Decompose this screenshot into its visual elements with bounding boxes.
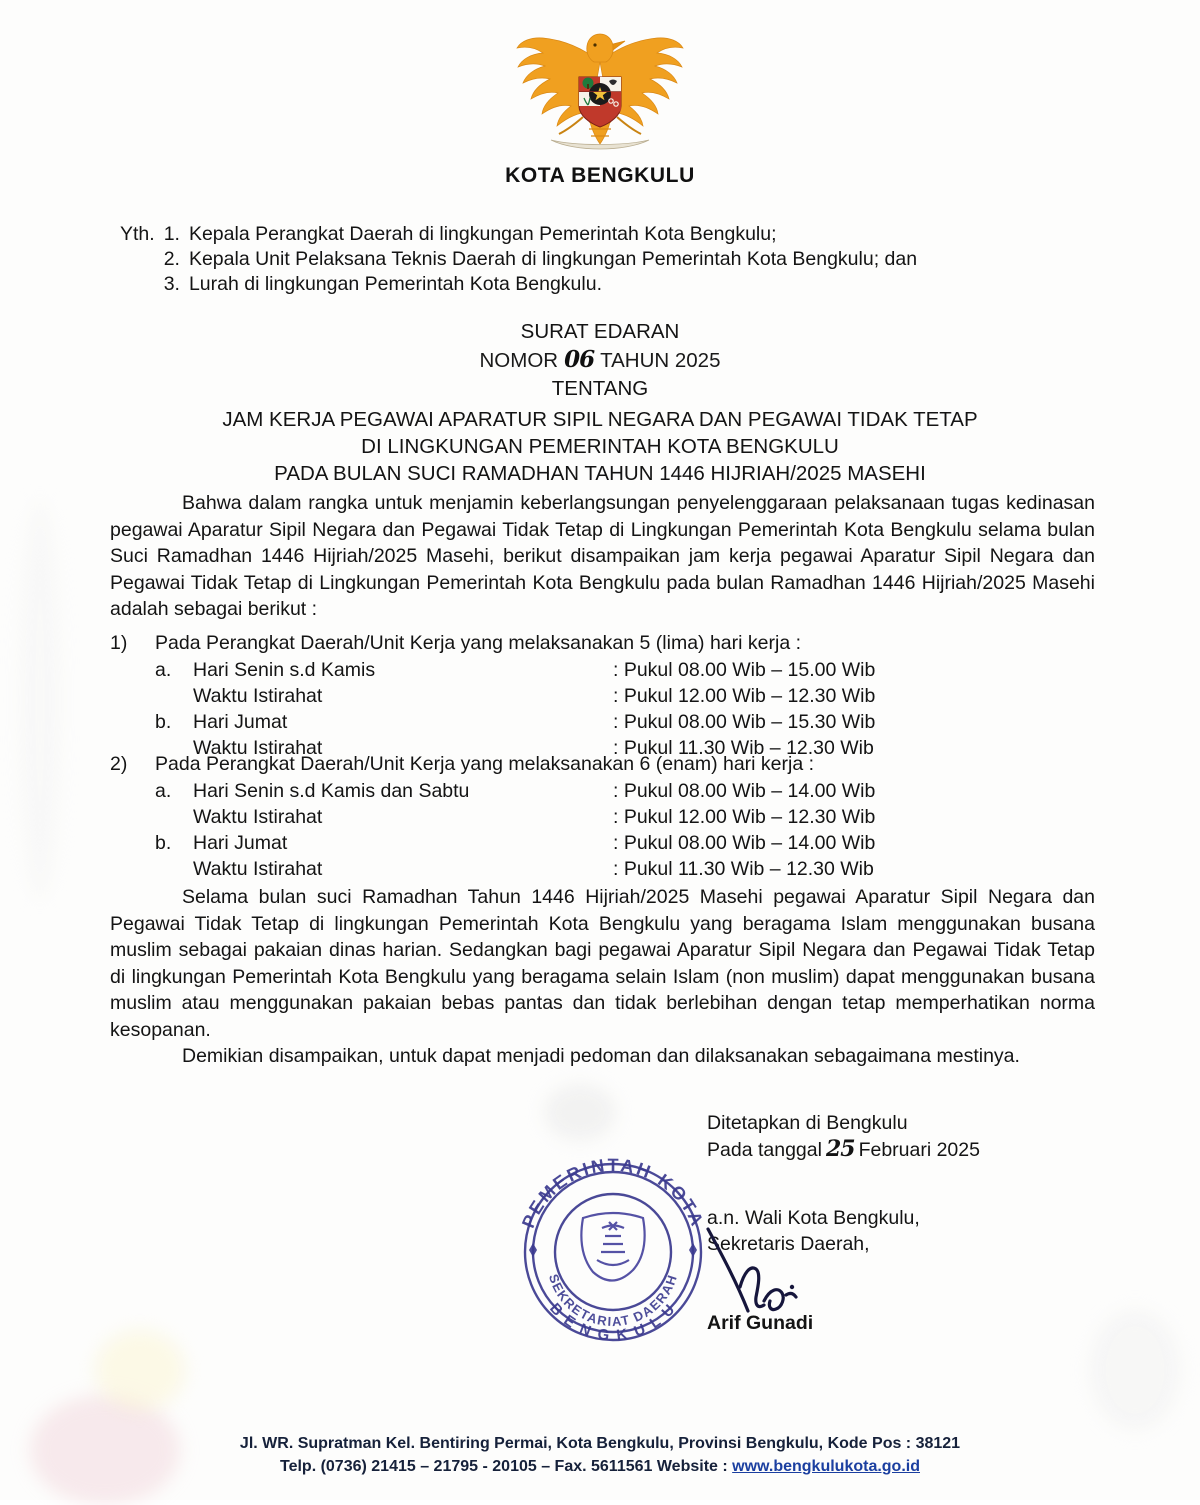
svg-text:PEMERINTAH KOTA: PEMERINTAH KOTA	[517, 1154, 709, 1231]
schedule-row	[110, 804, 875, 830]
schedule-row	[110, 830, 875, 856]
nomor-value-handwritten: 06	[564, 346, 595, 373]
schedule-marker: 2)	[110, 753, 128, 775]
addressee-spacer	[120, 272, 164, 297]
row-spacer	[110, 856, 155, 882]
row-time: : Pukul 11.30 Wib – 12.30 Wib	[613, 858, 874, 880]
row-label: Hari Senin s.d Kamis	[193, 659, 376, 681]
schedule-table	[110, 657, 875, 761]
addressee-number: 3.	[163, 273, 180, 295]
row-spacer	[110, 804, 155, 830]
schedule-block-2	[110, 751, 875, 882]
scan-artifact	[20, 500, 60, 900]
svg-text:B E N G K U L U: B E N G K U L U	[546, 1299, 680, 1345]
date-month-year: Februari 2025	[858, 1139, 980, 1161]
row-spacer	[110, 709, 155, 735]
tentang-label: TENTANG	[551, 377, 649, 400]
scan-artifact	[545, 1085, 615, 1140]
footer-contact-text: Telp. (0736) 21415 – 21795 - 20105 – Fax. 5611561 Website :	[279, 1458, 733, 1475]
scan-artifact	[1090, 1310, 1180, 1430]
document-number-line	[0, 346, 1200, 375]
svg-text:SEKRETARIAT DAERAH: SEKRETARIAT DAERAH	[545, 1272, 681, 1330]
garuda-pancasila-emblem	[505, 22, 695, 162]
schedule-heading-text: Pada Perangkat Daerah/Unit Kerja yang melaksanakan 6 (enam) hari kerja :	[155, 753, 815, 775]
addressee-row	[120, 247, 917, 272]
row-time: : Pukul 11.30 Wib – 12.30 Wib	[613, 737, 874, 759]
schedule-row	[110, 778, 875, 804]
signature-role: Sekretaris Daerah,	[707, 1233, 870, 1255]
footer-contact	[0, 1455, 1200, 1478]
row-letter	[155, 683, 193, 709]
schedule-table	[110, 778, 875, 882]
subject-line-1: JAM KERJA PEGAWAI APARATUR SIPIL NEGARA DAN PEGAWAI TIDAK TETAP	[222, 408, 978, 431]
addressee-text: Lurah di lingkungan Pemerintah Kota Bengkulu.	[188, 273, 602, 295]
row-spacer	[110, 830, 155, 856]
signature-on-behalf: a.n. Wali Kota Bengkulu,	[707, 1207, 920, 1229]
row-spacer	[110, 778, 155, 804]
row-label: Waktu Istirahat	[193, 806, 323, 828]
subject-line-2: DI LINGKUNGAN PEMERINTAH KOTA BENGKULU	[361, 435, 839, 458]
schedule-marker: 1)	[110, 632, 128, 654]
footer-address: Jl. WR. Supratman Kel. Bentiring Permai, Kota Bengkulu, Provinsi Bengkulu, Kode Pos : 38121	[239, 1435, 961, 1452]
date-value-handwritten: 25	[825, 1136, 855, 1162]
row-time: : Pukul 12.00 Wib – 12.30 Wib	[613, 806, 876, 828]
nomor-label: NOMOR	[479, 349, 559, 372]
scan-artifact	[95, 1330, 185, 1410]
row-letter: b.	[155, 711, 172, 733]
tahun-label: TAHUN 2025	[600, 349, 721, 372]
row-time: : Pukul 08.00 Wib – 15.30 Wib	[613, 711, 876, 733]
row-time: : Pukul 08.00 Wib – 14.00 Wib	[613, 780, 876, 802]
schedule-heading	[110, 751, 875, 777]
row-letter: a.	[155, 780, 172, 802]
addressee-row	[120, 272, 917, 297]
schedule-row	[110, 856, 875, 882]
dress-code-paragraph	[110, 884, 1095, 1043]
signature-date-line	[707, 1136, 980, 1163]
signature-place: Ditetapkan di Bengkulu	[707, 1112, 908, 1134]
addressee-text: Kepala Perangkat Daerah di lingkungan Pemerintah Kota Bengkulu;	[188, 223, 777, 245]
addressee-block	[120, 222, 917, 297]
schedule-heading-text: Pada Perangkat Daerah/Unit Kerja yang melaksanakan 5 (lima) hari kerja :	[155, 632, 801, 654]
addressee-text: Kepala Unit Pelaksana Teknis Daerah di lingkungan Pemerintah Kota Bengkulu; dan	[188, 248, 918, 270]
row-letter: a.	[155, 659, 172, 681]
row-spacer	[110, 683, 155, 709]
document-footer	[0, 1432, 1200, 1478]
intro-paragraph	[110, 490, 1095, 623]
signer-name: Arif Gunadi	[707, 1312, 814, 1334]
addressee-row	[120, 222, 917, 247]
addressee-prefix: Yth.	[120, 223, 155, 245]
schedule-row	[110, 683, 875, 709]
closing-paragraph	[110, 1043, 1095, 1070]
row-label: Waktu Istirahat	[193, 685, 323, 707]
row-time: : Pukul 08.00 Wib – 15.00 Wib	[613, 659, 876, 681]
title-block	[0, 318, 1200, 487]
subject-block	[0, 406, 1200, 487]
schedule-row	[110, 709, 875, 735]
intro-text: Bahwa dalam rangka untuk menjamin keberlangsungan penyelenggaraan pelaksanaan tugas kedinasan pegawai Aparatur Sipil Negara dan Pegawai Tidak Tetap di Lingkungan Pemerintah Kota Bengkulu selama bulan Suci Ramadhan 1446 Hijriah/2025 Masehi, berikut disampaikan jam kerja pegawai Aparatur Sipil Negara dan Pegawai Tidak Tetap di Lingkungan Pemerintah Kota Bengkulu pada bulan Ramadhan 1446 Hijriah/2025 Masehi adalah sebagai berikut :	[110, 492, 1095, 620]
schedule-block-1	[110, 630, 875, 761]
row-spacer	[110, 657, 155, 683]
document-header	[0, 22, 1200, 188]
row-letter	[155, 804, 193, 830]
addressee-spacer	[120, 247, 164, 272]
closing-text: Demikian disampaikan, untuk dapat menjadi pedoman dan dilaksanakan sebagaimana mestinya.	[182, 1045, 1020, 1067]
row-label: Waktu Istirahat	[193, 858, 323, 880]
row-label: Hari Jumat	[193, 832, 288, 854]
row-time: : Pukul 12.00 Wib – 12.30 Wib	[613, 685, 876, 707]
document-type: SURAT EDARAN	[520, 320, 680, 343]
row-letter	[155, 856, 193, 882]
schedule-heading	[110, 630, 875, 656]
website-link[interactable]: www.bengkulukota.go.id	[732, 1458, 920, 1475]
addressee-number: 1.	[163, 223, 180, 245]
date-label: Pada tanggal	[707, 1139, 822, 1161]
subject-line-3: PADA BULAN SUCI RAMADHAN TAHUN 1446 HIJRIAH/2025 MASEHI	[274, 462, 926, 485]
official-stamp	[505, 1152, 720, 1347]
row-label: Hari Senin s.d Kamis dan Sabtu	[193, 780, 470, 802]
row-letter: b.	[155, 832, 172, 854]
dress-code-text: Selama bulan suci Ramadhan Tahun 1446 Hijriah/2025 Masehi pegawai Aparatur Sipil Negara dan Pegawai Tidak Tetap di lingkungan Pemerintah Kota Bengkulu yang beragama Islam menggunakan busana muslim sebagai pakaian dinas harian. Sedangkan bagi pegawai Aparatur Sipil Negara dan Pegawai Tidak Tetap di lingkungan Pemerintah Kota Bengkulu yang beragama selain Islam (non muslim) dapat menggunakan busana muslim atau menggunakan pakaian bebas pantas dan tidak berlebihan dengan tetap memperhatikan norma kesopanan.	[110, 886, 1095, 1041]
signature-block	[707, 1110, 980, 1334]
row-time: : Pukul 08.00 Wib – 14.00 Wib	[613, 832, 876, 854]
row-label: Waktu Istirahat	[193, 737, 323, 759]
addressee-number: 2.	[163, 248, 180, 270]
row-label: Hari Jumat	[193, 711, 288, 733]
city-name: KOTA BENGKULU	[505, 164, 695, 187]
schedule-row	[110, 657, 875, 683]
